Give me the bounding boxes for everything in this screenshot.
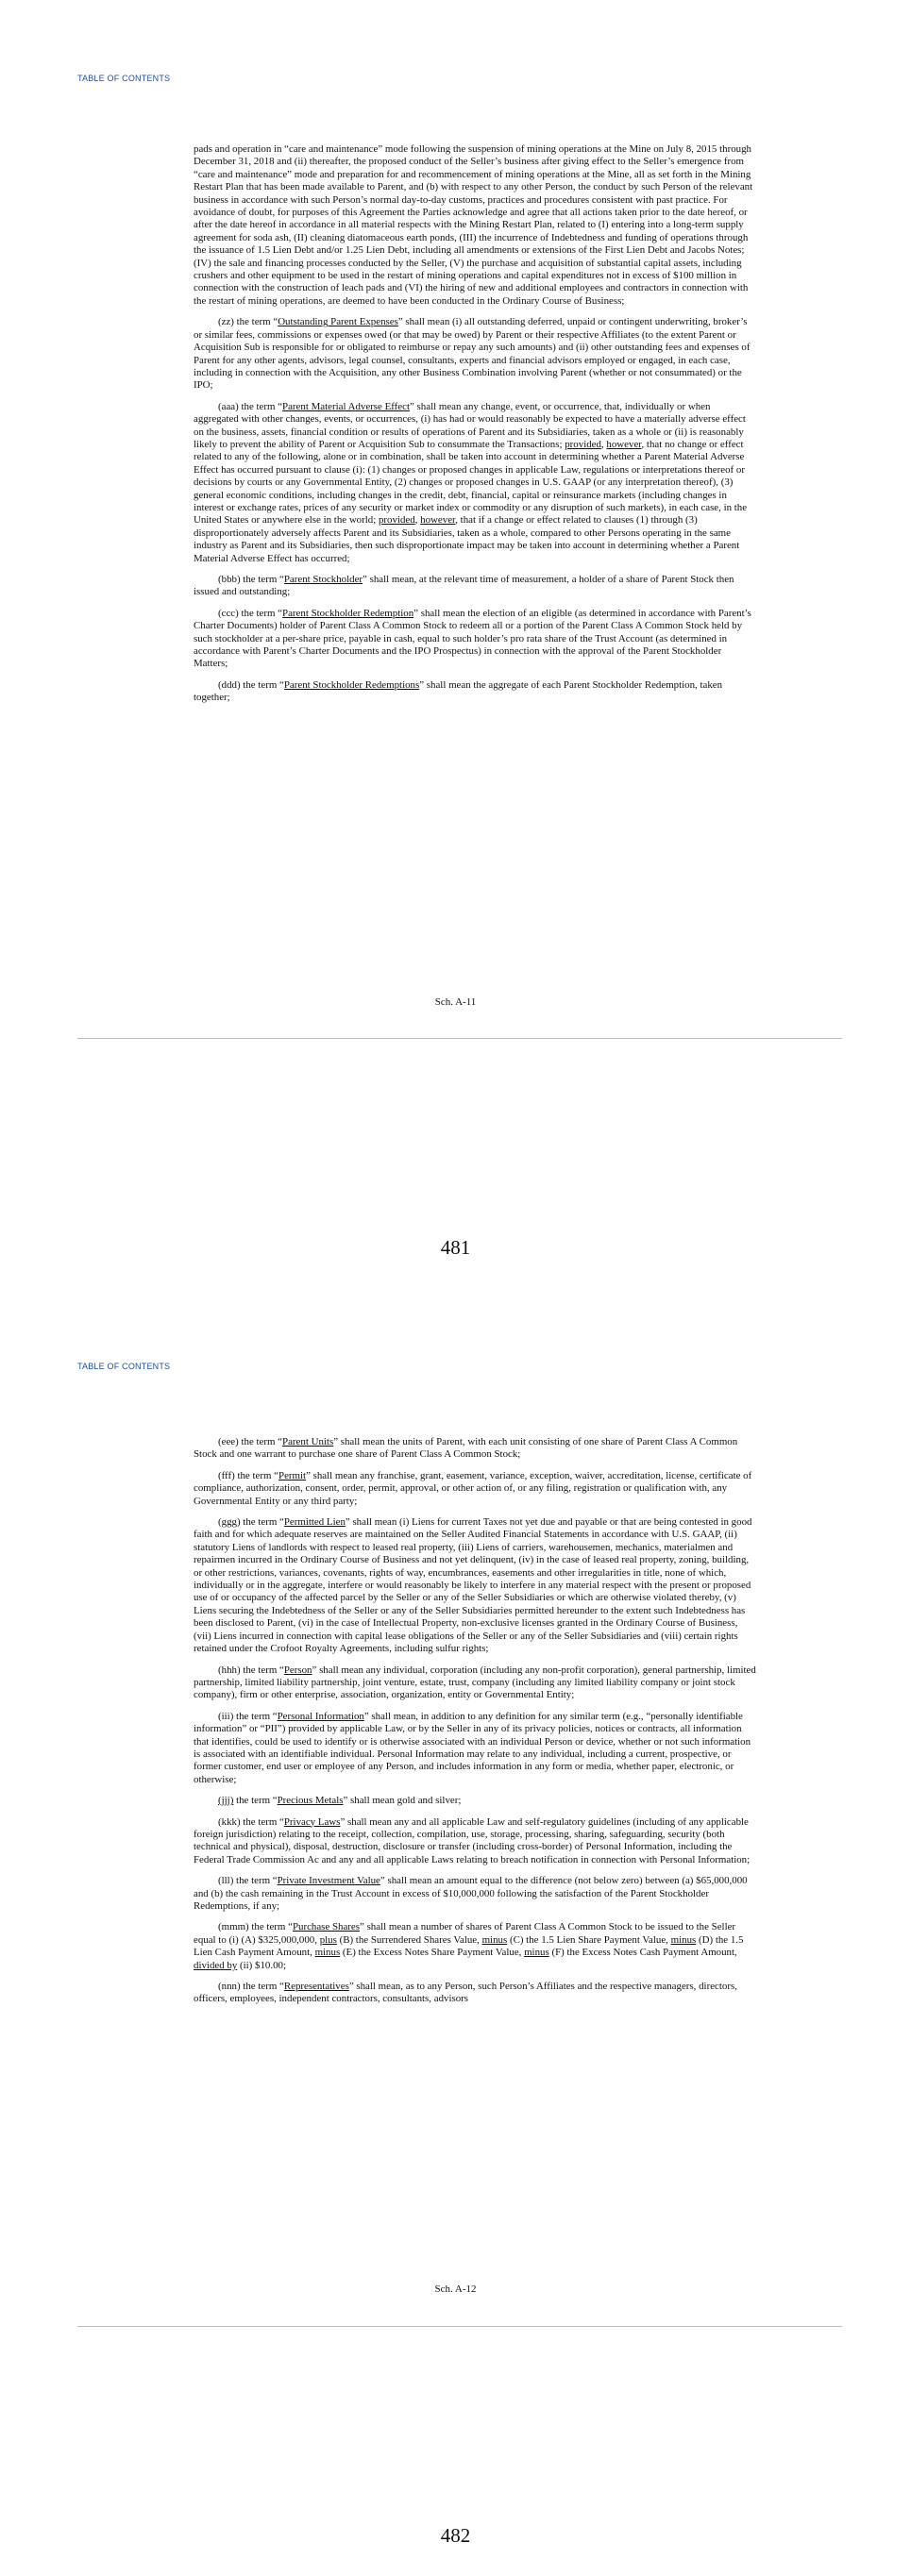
defined-term: Precious Metals: [277, 1795, 344, 1807]
def-text: (ii) $10.00;: [237, 1959, 287, 1971]
provided-term: provided: [378, 514, 415, 527]
definition-bbb: [194, 574, 757, 599]
def-label: (jjj): [218, 1795, 234, 1807]
def-text: ” shall mean an amount equal to the difference (not below zero) between (a) $65,000,000 and (b) the cash remaining in the Trust Account in excess of $10,000,000 following the satisfaction of the Parent Stockholder Redemptions, if any;: [194, 1875, 748, 1912]
defined-term: Parent Units: [282, 1436, 334, 1447]
def-text: (E) the Excess Notes Share Payment Value,: [340, 1947, 525, 1959]
however-term: however: [606, 438, 642, 450]
definition-iii: [194, 1711, 757, 1786]
definition-jjj: [194, 1795, 757, 1807]
divided-by-term: divided by: [194, 1959, 238, 1971]
def-prefix: (eee) the term “: [218, 1436, 283, 1447]
def-text: ” shall mean a number of shares of Parent Class A Common Stock to be issued to the Seller equal to (i) (A) $325,000,000,: [194, 1921, 736, 1946]
def-prefix: (lll) the term “: [218, 1875, 278, 1887]
provided-term: provided: [565, 438, 601, 450]
definition-mmm: [194, 1921, 757, 1972]
def-text: ” shall mean, as to any Person, such Person’s Affiliates and the respective managers, directors, officers, employees, independent contractors, consultants, advisors: [194, 1981, 737, 2005]
definition-lll: [194, 1875, 757, 1913]
def-text: ” shall mean the aggregate of each Parent Stockholder Redemption, taken together;: [194, 678, 723, 704]
def-text: (D) the 1.5 Lien Cash Payment Amount,: [194, 1933, 744, 1959]
separator: ,: [600, 438, 607, 450]
def-text: ” shall mean (i) Liens for current Taxes not yet due and payable or that are being contested in good faith and for which adequate reserves are maintained on the Seller Audited Financial Statements in accordance with U.S. GAAP, (ii) statutory Liens of landlords with respect to leased real property, (iii) Liens of carriers, warehousemen, mechanics, materialmen and repairmen incurred in the Ordinary Course of Business and not yet delinquent, (iv) in the case of leased real property, zoning, building, or other restrictions, variances, covenants, rights of way, encumbrances, easements and other irregularities in title, none of which, individually or in the aggregate, interfere or would reasonably be likely to interfere in any material respect with the present or proposed use of or occupancy of the affected parcel by the Seller or any of the Seller Subsidiaries or which are otherwise violated thereby, (v) Liens securing the Indebtedness of the Seller or any of the Seller Subsidiaries permitted hereunder to the extent such Indebtedness has been disclosed to Parent, (vi) in the case of Intellectual Property, non-exclusive licenses granted in the Ordinary Course of Business, (vii) Liens incurred in connection with capital lease obligations of the Seller or any of the Seller Subsidiaries and (viii) certain rights retained under the Crofoot Royalty Agreements, including sulfur rights;: [194, 1516, 752, 1655]
definition-aaa: [194, 401, 757, 565]
minus-term: minus: [670, 1933, 697, 1946]
definition-eee: [194, 1436, 757, 1462]
page-divider: [77, 2326, 842, 2327]
defined-term: Private Investment Value: [277, 1875, 380, 1887]
paragraph-continued: pads and operation in “care and maintenance” mode following the suspension of mining operations at the Mine on July 8, 2015 through December 31, 2018 and (ii) thereafter, the proposed conduct of the Seller’s business after giving effect to the Seller’s emergence from “care and maintenance” mode and preparation for and recommencement of mining operations at the Mine, all as set forth in the Mining Restart Plan that has been made available to Parent, and (b) with respect to any other Person, the conduct by such Person of the relevant business in accordance with such Person’s normal day-to-day customs, practices and procedures consistent with past practice. For avoidance of doubt, for purposes of this Agreement the Parties acknowledge and agree that all actions taken prior to the date hereof, or after the date hereof in accordance in all material respects with the Mining Restart Plan, related to (I) entering into a long-term supply agreement for soda ash, (II) cleaning diatomaceous earth ponds, (III) the incurrence of Indebtedness and funding of operations through the issuance of 1.5 Lien Debt and/or 1.25 Lien Debt, including all amendments or extensions of the First Lien Debt and Jacobs Notes; (IV) the sale and financing processes conducted by the Seller, (V) the purchase and acquisition of substantial capital assets, including crushers and other equipment to be used in the restart of mining operations and capital expenditures not in excess of $100 million in connection with the construction of leach pads and (VI) the hiring of new and additional employees and contractors in connection with the restart of mining operations, are deemed to have been conducted in the Ordinary Course of Business;: [194, 143, 753, 307]
def-text: ” shall mean any franchise, grant, easement, variance, exception, waiver, accreditation, license, certificate of compliance, authorization, consent, order, permit, approval, or other action of, or any filing, registration or qualification with, any Governmental Entity or any third party;: [194, 1469, 752, 1507]
separator: ,: [414, 514, 421, 527]
def-prefix: (ddd) the term “: [218, 678, 284, 691]
defined-term: Purchase Shares: [292, 1921, 361, 1933]
minus-term: minus: [481, 1933, 508, 1946]
definition-ddd: [194, 679, 757, 705]
definition-fff: [194, 1470, 757, 1508]
defined-term: Privacy Laws: [283, 1815, 341, 1828]
defined-term: Permitted Lien: [283, 1516, 346, 1529]
definition-kkk: [194, 1816, 757, 1867]
defined-term: Outstanding Parent Expenses: [278, 316, 398, 328]
plus-term: plus: [319, 1933, 337, 1946]
minus-term: minus: [314, 1947, 341, 1959]
def-text: (F) the Excess Notes Cash Payment Amount,: [548, 1947, 737, 1959]
defined-term: Parent Stockholder: [283, 574, 363, 585]
schedule-label: Sch. A-11: [434, 996, 477, 1008]
page-482-body: [194, 1436, 757, 2015]
def-text: , that if a change or effect related to clauses (1) through (3) disproportionately adversely affects Parent and its Subsidiaries, taken as a whole, compared to other Persons operating in the same industry as Parent and its Subsidiaries, then such disproportionate impact may be taken into account in determining whether a Parent Material Adverse Effect has occurred;: [194, 514, 740, 564]
def-text: ” shall mean the election of an eligible (as determined in accordance with Parent’s Charter Documents) holder of Parent Class A Common Stock to redeem all or a portion of the Parent Class A Common Stock held by such stockholder at a per-share price, payable in cash, equal to such holder’s pro rata share of the Trust Account (as determined in accordance with Parent’s Charter Documents and the IPO Prospectus) in connection with the approval of the Parent Stockholder Matters;: [194, 607, 751, 670]
definition-hhh: [194, 1664, 757, 1702]
def-text: ” shall mean, at the relevant time of measurement, a holder of a share of Parent Stock then issued and outstanding;: [194, 574, 734, 598]
page-number: 482: [440, 2524, 471, 2547]
def-prefix: (fff) the term “: [218, 1469, 279, 1481]
defined-term: Permit: [278, 1469, 307, 1481]
definition-ccc: [194, 608, 757, 671]
def-text: ” shall mean any change, event, or occurrence, that, individually or when aggregated with other changes, events, or occurrences, (i) has had or would reasonably be expected to have a materially adverse effect on the business, assets, financial condition or results of operations of Parent and its Subsidiaries, taken as a whole or (ii) is reasonably likely to prevent the ability of Parent or Acquisition Sub to consummate the Transactions;: [194, 400, 746, 450]
def-prefix: (kkk) the term “: [218, 1815, 284, 1828]
however-term: however: [420, 514, 456, 527]
defined-term: Person: [283, 1664, 312, 1676]
minus-term: minus: [524, 1947, 549, 1959]
table-of-contents-link[interactable]: TABLE OF CONTENTS: [77, 74, 171, 83]
def-prefix: (zz) the term “: [218, 316, 278, 328]
defined-term: Representatives: [283, 1981, 349, 1993]
def-text: ” shall mean any individual, corporation (including any non-profit corporation), general partnership, limited partnership, limited liability partnership, joint venture, estate, trust, company (including any limited liability company or joint stock company), firm or other enterprise, association, organization, entity or Governmental Entity;: [194, 1664, 756, 1701]
defined-term: Parent Stockholder Redemptions: [283, 678, 420, 691]
def-text: (B) the Surrendered Shares Value,: [336, 1933, 482, 1946]
definition-ggg: [194, 1516, 757, 1655]
def-text: ” shall mean the units of Parent, with each unit consisting of one share of Parent Class A Common Stock and one warrant to purchase one share of Parent Class A Common Stock;: [194, 1436, 738, 1461]
def-text: ” shall mean any and all applicable Law and self-regulatory guidelines (including of any applicable foreign jurisdiction) relating to the receipt, collection, compilation, use, storage, processing, sharing, safeguarding, security (both technical and physical), disposal, destruction, disclosure or transfer (including cross-border) of Personal Information, including the Federal Trade Commission Ac and any and all applicable Laws relating to breach notification in connection with Personal Information;: [194, 1815, 751, 1865]
def-text: ” shall mean (i) all outstanding deferred, unpaid or contingent underwriting, broker’s or similar fees, commissions or expenses owed (or that may be owed) by Parent or their respective Affiliates (to the extent Parent or Acquisition Sub is responsible for or obligated to reimburse or repay any such amounts) and (ii) other outstanding fees and expenses of Parent for any other agents, advisors, legal counsel, consultants, experts and financial advisors employed or engaged, in each case, including in connection with the Acquisition, any other Business Combination involving Parent (whether or not consummated) or the IPO;: [194, 316, 751, 392]
table-of-contents-link[interactable]: TABLE OF CONTENTS: [77, 1362, 171, 1371]
def-prefix: (hhh) the term “: [218, 1664, 284, 1676]
defined-term: Parent Material Adverse Effect: [282, 400, 410, 412]
def-prefix: (bbb) the term “: [218, 574, 284, 585]
def-prefix: (aaa) the term “: [218, 400, 283, 412]
def-text: , that no change or effect related to any of the following, alone or in combination, shall be taken into account in determining whether a Parent Material Adverse Effect has occurred pursuant to clause (i): (1) changes or proposed changes in applicable Law, regulations or interpretations thereof or decisions by courts or any Governmental Entity, (2) changes or proposed changes in U.S. GAAP (or any interpretation thereof), (3) general economic conditions, including changes in the credit, debt, financial, capital or reinsurance markets (including changes in interest or exchange rates, prices of any security or market index or commodity or any disruption of such markets), in each case, in the United States or anywhere else in the world;: [194, 438, 748, 527]
def-prefix: (iii) the term “: [218, 1710, 278, 1722]
def-prefix: (ggg) the term “: [218, 1516, 284, 1529]
def-prefix: (ccc) the term “: [218, 607, 283, 619]
page-481-body: [194, 143, 757, 713]
defined-term: Parent Stockholder Redemption: [282, 607, 414, 619]
defined-term: Personal Information: [277, 1710, 364, 1722]
def-text: ” shall mean, in addition to any definition for any similar term (e.g., “personally identifiable information” or “PII”) provided by applicable Law, or by the Seller in any of its privacy policies, notices or contracts, all information that identifies, could be used to identify or is otherwise associated with an individual Person or device, whether or not such information is associated with an identifiable individual. Personal Information may relate to any individual, including a current, prospective, or former customer, end user or employee of any Person, and includes information in any form or media, whether paper, electronic, or otherwise;: [194, 1710, 751, 1785]
definition-nnn: [194, 1981, 757, 2006]
page-number: 481: [440, 1236, 471, 1259]
schedule-label: Sch. A-12: [434, 2283, 477, 2295]
def-prefix: (mmm) the term “: [218, 1921, 293, 1933]
page-divider: [77, 1038, 842, 1039]
def-text: ” shall mean gold and silver;: [343, 1795, 462, 1807]
def-prefix: the term “: [233, 1795, 278, 1807]
def-prefix: (nnn) the term “: [218, 1981, 284, 1993]
def-text: (C) the 1.5 Lien Share Payment Value,: [507, 1933, 671, 1946]
definition-zz: [194, 316, 757, 392]
